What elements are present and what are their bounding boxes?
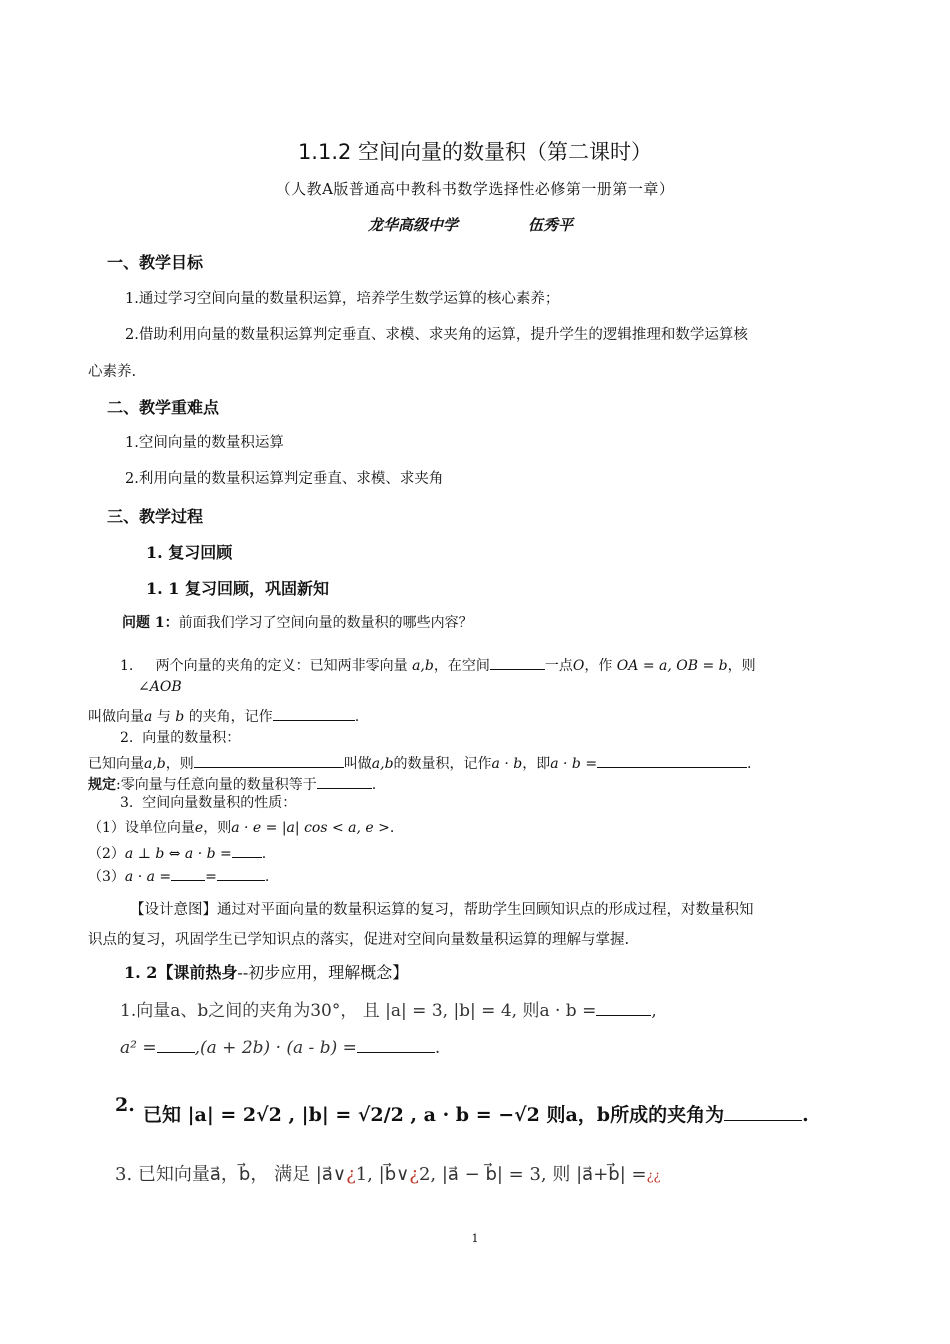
def1-line2-text-2: 与: [156, 709, 171, 725]
def1-line2-text-3: 的夹角，记作: [188, 709, 273, 725]
rule-label: 规定: [88, 777, 116, 793]
vector-b: b: [175, 709, 185, 725]
blank: [157, 1038, 195, 1053]
prop1-formula: a · e = |a| cos < a, e >: [231, 820, 390, 836]
blank: [232, 843, 262, 858]
definition-3-title: [120, 792, 296, 812]
blank: [490, 655, 545, 670]
def1-text-5: ，则: [727, 658, 756, 674]
def1-text-2: ，在空间: [433, 658, 490, 674]
ex3-glyph-3: ¿¿: [646, 1169, 661, 1184]
unit-vector-e: e: [194, 820, 204, 836]
exercise-1-line-1: 1.向量a、b之间的夹角为30°， 且 |a| = 3, |b| = 4, 则a · b = ,: [120, 1001, 657, 1021]
exercise-3: [115, 1160, 661, 1186]
def1-text-3: 一点: [544, 658, 573, 674]
prop2-label: （2）: [88, 846, 125, 862]
def2-formula: a · b =: [550, 756, 598, 772]
blank: [597, 753, 747, 768]
def1-text-4: ，作: [584, 658, 613, 674]
exercise-2-number: 2.: [115, 1094, 135, 1116]
ex3-glyph: ¿: [346, 1164, 356, 1185]
def1-angle: ∠AOB: [138, 679, 182, 695]
section-2-heading: 二、教学重难点: [107, 398, 220, 417]
definition-2-title: [120, 727, 240, 747]
def2-text-3: 叫做: [343, 756, 372, 772]
def1-vectors: a,b: [412, 658, 434, 674]
prop3-formula: a · a =: [124, 869, 172, 885]
prop1-label: （1）设单位向量: [88, 820, 195, 836]
blank: [194, 753, 344, 768]
sec2-item-2: 2.利用向量的数量积运算判定垂直、求模、求夹角: [125, 471, 444, 487]
prop1-text: ，则: [203, 820, 232, 836]
ex3-glyph-2: ¿: [409, 1164, 419, 1185]
blank: [273, 706, 355, 721]
definition-1-line-2: 叫做向量a 与 b 的夹角，记作 .: [88, 706, 359, 726]
prop3-label: （3）: [88, 869, 125, 885]
rule-text: :零向量与任意向量的数量积等于: [116, 777, 317, 793]
vector-a: a: [144, 709, 153, 725]
def2-text-5: ，即: [522, 756, 551, 772]
def1-formula: OA = a, OB = b: [616, 658, 728, 674]
def2-text: 已知向量: [88, 756, 144, 772]
subsection-1-2-subtitle: --初步应用，理解概念】: [237, 963, 409, 982]
blank: [724, 1102, 802, 1121]
school-name: 龙华高级中学: [368, 216, 459, 234]
ex3-text-3: 2, |a⃗ − b⃗| = 3, 则 |a⃗+b⃗| =: [418, 1164, 647, 1185]
sec1-item-2-line-1: 2.借助利用向量的数量积运算判定垂直、求模、求夹角的运算，提升学生的逻辑推理和数学运算核: [125, 327, 748, 343]
definition-1: [120, 655, 756, 675]
page-subtitle: （人教A版普通高中教科书数学选择性必修第一册第一章）: [275, 180, 675, 198]
exercise-2: 已知 |a| = 2√2 , |b| = √2/2 , a · b = −√2 则a，b所成的夹角为 .: [143, 1104, 809, 1126]
page-title: 1.1.2 空间向量的数量积（第二课时）: [297, 140, 653, 164]
def1-title: 两个向量的夹角的定义：: [155, 658, 310, 674]
def2-vectors-2: a,b: [371, 756, 394, 772]
def1-point-o: O: [572, 658, 585, 674]
ex3-text: 3. 已知向量a⃗，b⃗， 满足 |a⃗∨: [115, 1164, 347, 1185]
ex1-expression: ,(a + 2b) · (a - b) =: [194, 1038, 357, 1058]
blank: [217, 866, 265, 881]
prop3-eq: =: [205, 869, 217, 885]
property-3: （3）a · a = = .: [88, 866, 269, 886]
section-1-heading: 一、教学目标: [107, 253, 204, 272]
sec2-item-1: 1.空间向量的数量积运算: [125, 435, 284, 451]
question-1: [122, 612, 473, 632]
question-label: 问题 1：: [122, 615, 179, 631]
question-text: 前面我们学习了空间向量的数量积的哪些内容？: [178, 615, 473, 631]
design-intent-line-2: 识点的复习，巩固学生已学知识点的落实，促进对空间向量数量积运算的理解与掌握.: [88, 932, 630, 948]
def2-text-4: 的数量积，记作: [393, 756, 492, 772]
property-1: （1）设单位向量e，则a · e = |a| cos < a, e >.: [88, 820, 395, 836]
blank: [357, 1038, 435, 1053]
def2-text-2: ，则: [165, 756, 194, 772]
ex1-a-squared: a² =: [120, 1038, 157, 1058]
subsection-1-2-title: 1. 2【课前热身: [124, 963, 238, 982]
def2-title: 向量的数量积：: [142, 730, 241, 746]
def2-notation: a · b: [491, 756, 523, 772]
def3-number: 3.: [120, 795, 134, 811]
def1-number: 1.: [120, 658, 134, 674]
sec1-item-2-line-2: 心素养.: [88, 364, 137, 380]
subsection-1-2: [124, 960, 408, 983]
def2-vectors: a,b: [144, 756, 166, 772]
prop2-formula: a ⊥ b ⇔ a · b =: [124, 846, 232, 862]
property-2: （2）a ⊥ b ⇔ a · b = .: [88, 843, 266, 863]
section-3-heading: 三、教学过程: [107, 507, 204, 526]
blank: [596, 1001, 651, 1016]
subsection-1-1: 1. 1 复习回顾，巩固新知: [146, 579, 329, 598]
ex1-text: 1.向量a、b之间的夹角为30°， 且 |a| = 3, |b| = 4, 则a · b =: [120, 1001, 597, 1021]
subsection-1: 1. 复习回顾: [146, 543, 233, 562]
exercise-1-line-2: a² = ,(a + 2b) · (a - b) = .: [120, 1038, 441, 1058]
ex2-text: 已知 |a| = 2√2 , |b| = √2/2 , a · b = −√2 则a，b所成的夹角为: [143, 1104, 725, 1126]
author-name: 伍秀平: [528, 216, 574, 234]
blank: [171, 866, 205, 881]
definition-2: 已知向量a,b，则 叫做a,b的数量积，记作a · b，即a · b = .: [88, 753, 752, 773]
sec1-item-1: 1.通过学习空间向量的数量积运算，培养学生数学运算的核心素养；: [125, 291, 560, 307]
def2-number: 2.: [120, 730, 134, 746]
ex3-text-2: 1, |b⃗∨: [355, 1164, 410, 1185]
rule: 规定:零向量与任意向量的数量积等于 .: [88, 774, 376, 794]
blank: [317, 774, 372, 789]
def1-text: 已知两非零向量: [309, 658, 408, 674]
def3-title: 空间向量数量积的性质：: [142, 795, 297, 811]
def1-line2-text: 叫做向量: [88, 709, 144, 725]
page-number: 1: [471, 1232, 479, 1245]
design-intent-line-1: 【设计意图】通过对平面向量的数量积运算的复习，帮助学生回顾知识点的形成过程，对数量积知: [130, 902, 754, 918]
